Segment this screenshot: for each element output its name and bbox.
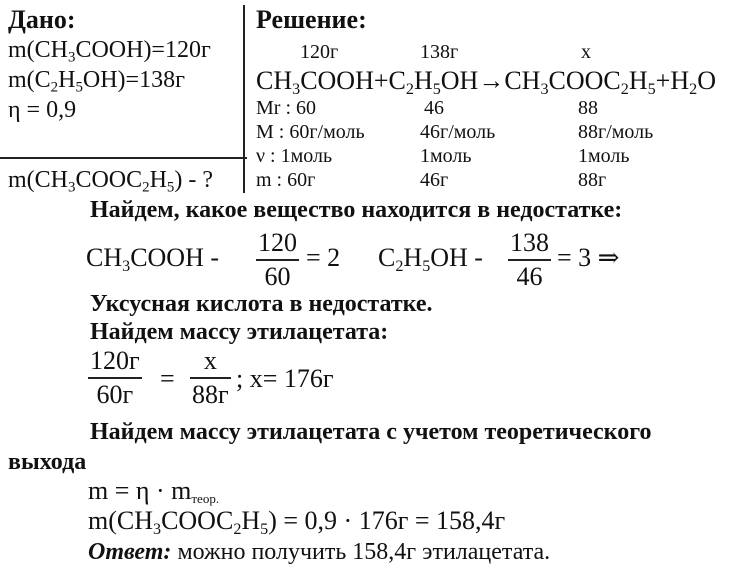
- proportion-left-numerator: 120г: [90, 346, 140, 375]
- proportion-right-fraction: [190, 348, 231, 408]
- answer-text: можно получить 158,4г этилацетата.: [171, 539, 551, 565]
- proportion-right-denominator: 88г: [192, 380, 229, 409]
- ratio-acetic-numerator: 120: [258, 228, 297, 257]
- solution-heading: Решение:: [256, 5, 367, 34]
- ratio-acetic-label: $CH_3COOH$ -: [86, 243, 220, 275]
- row-nu-ethanol: 1моль: [420, 145, 472, 167]
- ratio-acetic-bar: [256, 259, 299, 261]
- proportion-left-denominator: 60г: [96, 380, 134, 409]
- proportion-right-numerator: x: [203, 346, 217, 375]
- row-mass-ester: 88г: [578, 169, 607, 191]
- row-nu-label: ν : 1моль: [256, 145, 333, 167]
- yield-calculation: $m(CH_3COOC_2H_5) = 0,9 \cdot 176г = 158,4г$: [88, 506, 506, 538]
- ratio-ethanol-bar: [508, 259, 551, 261]
- row-nu-ester: 1моль: [578, 145, 630, 167]
- proportion-left-bar: [88, 377, 142, 379]
- row-mr-ethanol: 46: [424, 97, 444, 119]
- row-mass-label: m : 60г: [256, 169, 316, 191]
- given-ethanol-mass: $m(C_2H_5OH)=138г$: [8, 67, 185, 96]
- above-ethanol-mass: 138г: [420, 41, 459, 63]
- above-acetic-mass: 120г: [300, 41, 339, 63]
- row-mr-ester: 88: [578, 97, 598, 119]
- ratio-ethanol-numerator: 138: [510, 228, 549, 257]
- row-mr-label: Mr : 60: [256, 97, 316, 119]
- reaction-equation: $CH_3COOH+C_2H_5OH\to CH_3COOC_2H_5+H_2O$: [256, 66, 716, 98]
- proportion-right-bar: [190, 377, 231, 379]
- row-m-ester: 88г/моль: [578, 121, 654, 143]
- ratio-acetic-fraction: [256, 230, 299, 290]
- answer-line: [88, 540, 550, 564]
- deficit-conclusion: Уксусная кислота в недостатке.: [90, 291, 433, 317]
- proportion-equals: =: [160, 364, 175, 393]
- ratio-acetic-result: = 2: [306, 243, 341, 272]
- given-vertical-divider: [243, 5, 245, 193]
- row-mass-ethanol: 46г: [420, 169, 449, 191]
- answer-label: Ответ:: [88, 539, 172, 565]
- proportion-left-fraction: [88, 348, 142, 408]
- find-deficit-text: Найдем, какое вещество находится в недостатке:: [90, 197, 623, 223]
- given-yield: η = 0,9: [8, 97, 77, 123]
- ratio-ethanol-result: = 3 ⇒: [557, 243, 620, 272]
- ratio-acetic-denominator: 60: [264, 262, 291, 291]
- above-ester-mass: x: [581, 41, 591, 63]
- find-mass-text: Найдем массу этилацетата:: [90, 319, 389, 345]
- row-m-ethanol: 46г/моль: [420, 121, 496, 143]
- row-m-label: M : 60г/моль: [256, 121, 365, 143]
- ratio-ethanol-label: $C_2H_5OH$ -: [378, 243, 483, 275]
- find-yield-text-line1: Найдем массу этилацетата с учетом теоретического: [90, 419, 652, 445]
- find-yield-text-line2: выхода: [8, 449, 87, 475]
- ratio-ethanol-fraction: [508, 230, 551, 290]
- proportion-result: ; x= 176г: [236, 364, 334, 393]
- given-divider: [0, 157, 247, 159]
- yield-formula: $m = \eta \cdot m_{теор.}$: [88, 476, 220, 506]
- ratio-ethanol-denominator: 46: [516, 262, 543, 291]
- given-heading: Дано:: [8, 5, 76, 34]
- given-acetic-acid-mass: $m(CH_3COOH)=120г$: [8, 37, 211, 66]
- find-ethyl-acetate-mass: $m(CH_3COOC_2H_5)$ - ?: [8, 167, 213, 196]
